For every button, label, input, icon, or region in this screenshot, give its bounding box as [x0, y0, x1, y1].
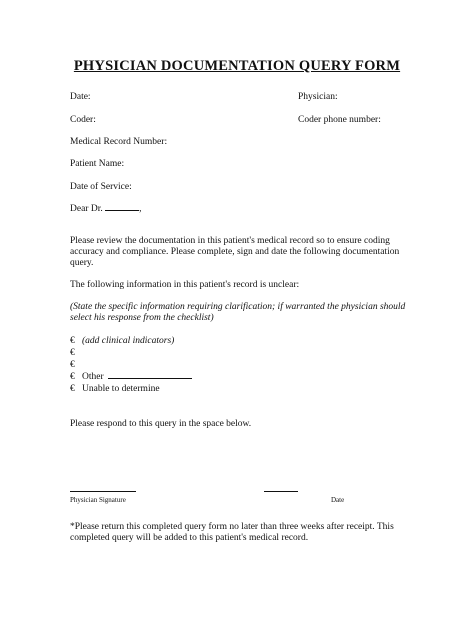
checklist-item-other[interactable]: [70, 372, 192, 383]
salutation-text: Dear Dr.: [70, 204, 103, 214]
checklist-item-label: Unable to determine: [82, 384, 160, 394]
salutation: [70, 204, 141, 215]
coder-field-label: Coder:: [70, 115, 96, 125]
signature-date-label: Date: [331, 496, 345, 504]
date-of-service-label: Date of Service:: [70, 182, 132, 192]
checkbox-symbol: €: [70, 384, 75, 394]
physician-signature-label: Physician Signature: [70, 496, 126, 504]
doctor-name-blank[interactable]: [105, 210, 139, 211]
checklist-item-label: Other: [82, 372, 104, 382]
other-specify-blank[interactable]: [108, 378, 192, 379]
intro-paragraph: Please review the documentation in this patient's medical record so to ensure coding accuracy and compliance. Please complete, sign and date the following documentation query.: [70, 236, 400, 268]
checklist-item-blank[interactable]: [70, 360, 82, 371]
coder-phone-field-label: Coder phone number:: [298, 115, 381, 125]
checkbox-symbol: €: [70, 360, 75, 370]
date-field-label: Date:: [70, 92, 91, 102]
physician-field-label: Physician:: [298, 92, 338, 102]
checkbox-symbol: €: [70, 336, 75, 346]
medical-record-number-label: Medical Record Number:: [70, 137, 168, 147]
patient-name-label: Patient Name:: [70, 159, 125, 169]
checklist-item-blank[interactable]: [70, 348, 82, 359]
unclear-statement: The following information in this patient's record is unclear:: [70, 280, 300, 290]
checkbox-symbol: €: [70, 348, 75, 358]
salutation-comma: ,: [139, 204, 142, 214]
footer-note: *Please return this completed query form no later than three weeks after receipt. This completed query will be added to this patient's medical record.: [70, 522, 394, 543]
checklist-item-clinical-indicators[interactable]: [70, 336, 174, 347]
clarification-instruction: (State the specific information requiring clarification; if warranted the physician should select his response from the checklist): [70, 302, 406, 323]
form-title: PHYSICIAN DOCUMENTATION QUERY FORM: [73, 58, 401, 74]
date-signature-line[interactable]: [264, 491, 298, 492]
respond-instruction: Please respond to this query in the space below.: [70, 419, 252, 429]
checkbox-symbol: €: [70, 372, 75, 382]
checklist-item-unable[interactable]: [70, 384, 160, 395]
checklist-item-label: (add clinical indicators): [82, 336, 175, 346]
physician-signature-line[interactable]: [70, 491, 136, 492]
